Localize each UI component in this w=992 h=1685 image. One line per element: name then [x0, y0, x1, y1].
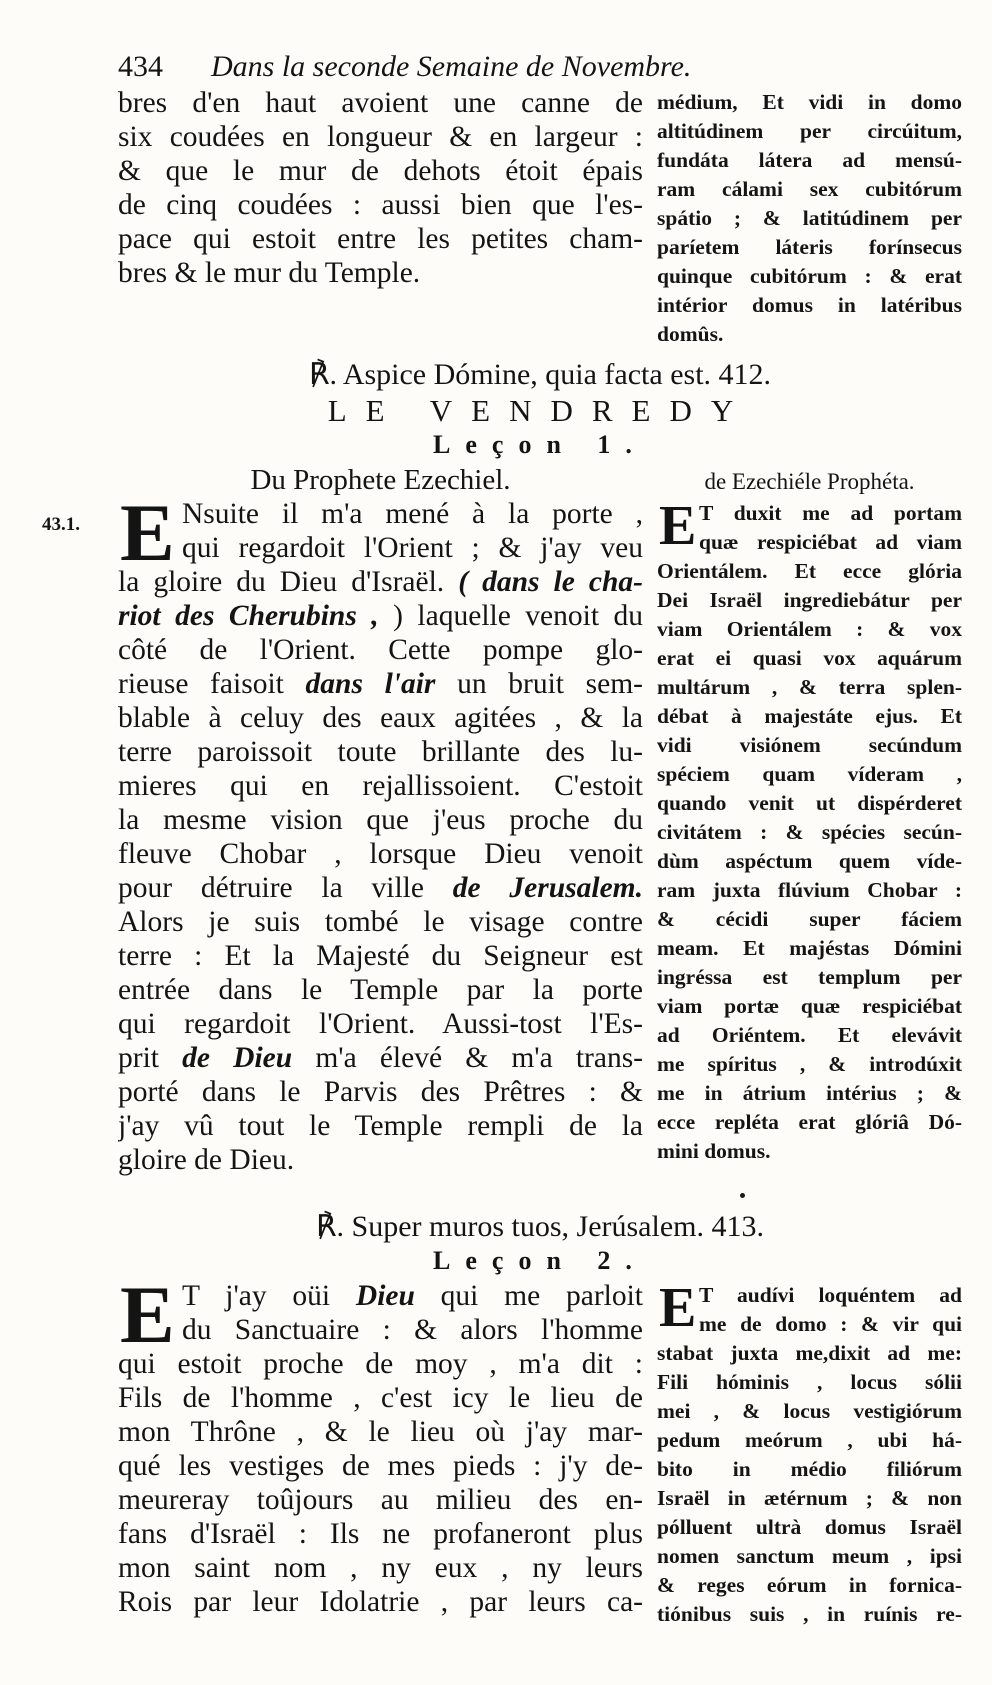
text-line: qui regardoit l'Orient. Aussi-tost l'Es-: [118, 1008, 643, 1040]
text-line: fleuve Chobar , lorsque Dieu venoit: [118, 838, 643, 870]
text-line: intérior domus in latéribus: [657, 293, 962, 317]
text-line: prit de Dieu m'a élevé & m'a trans-: [118, 1042, 643, 1074]
text-line: mieres qui en rejallissoient. C'estoit: [118, 770, 643, 802]
text-line: terre : Et la Majesté du Seigneur est: [118, 940, 643, 972]
text-line: tiónibus suis , in ruínis re-: [657, 1602, 962, 1626]
lesson-2-latin-column: [657, 1277, 962, 1629]
text-line: j'ay vû tout le Temple rempli de la: [118, 1110, 643, 1142]
day-title: LE VENDREDY: [327, 393, 753, 428]
text-line: T j'ay oüi Dieu qui me parloit: [182, 1280, 643, 1312]
drop-cap: E: [659, 495, 697, 557]
text-line: nomen sanctum meum , ipsi: [657, 1544, 962, 1568]
text-line: Israël in ætérnum ; & non: [657, 1486, 962, 1510]
text-line: vidi visiónem secúndum: [657, 733, 962, 757]
text-line: viam portæ quæ respiciébat: [657, 994, 962, 1018]
drop-cap: E: [120, 487, 175, 578]
text-line: paríetem láteris forínsecus: [657, 235, 962, 259]
text-line: viam Orientálem : & vox: [657, 617, 962, 641]
text-line: qui estoit proche de moy , m'a dit :: [118, 1348, 643, 1380]
text-line: entrée dans le Temple par la porte: [118, 974, 643, 1006]
drop-cap: E: [659, 1277, 697, 1339]
text-line: stabat juxta me,dixit ad me:: [657, 1341, 962, 1365]
text-line: T audívi loquéntem ad: [699, 1283, 962, 1307]
text-line: spátio ; & latitúdinem per: [657, 206, 962, 230]
text-line: fundáta látera ad mensú-: [657, 148, 962, 172]
ornament-dot: [740, 1193, 745, 1198]
text-line: T duxit me ad portam: [699, 501, 962, 525]
text-line: fans d'Israël : Ils ne profaneront plus: [118, 1518, 643, 1550]
text-line: riot des Cherubins , ) laquelle venoit du: [118, 600, 643, 632]
running-title: Dans la seconde Semaine de Novembre.: [211, 50, 692, 83]
text-line: Fili hóminis , locus sólii: [657, 1370, 962, 1394]
text-line: dùm aspéctum quem víde-: [657, 849, 962, 873]
text-line: erat ei quasi vox aquárum: [657, 646, 962, 670]
lesson-1-source-latin: de Ezechiéle Prophéta.: [704, 469, 915, 494]
text-line: spéciem quam víderam ,: [657, 762, 962, 786]
lesson-2-french-column: [118, 1269, 643, 1619]
text-line: terre paroissoit toute brillante des lu-: [118, 736, 643, 768]
text-line: gloire de Dieu.: [118, 1144, 295, 1176]
text-line: Dei Israël ingrediebátur per: [657, 588, 962, 612]
text-line: me in átrium intérius ; &: [657, 1081, 962, 1105]
text-line: altitúdinem per circúitum,: [657, 119, 962, 143]
text-line: me de domo : & vir qui: [699, 1312, 962, 1336]
text-line: pour détruire la ville de Jerusalem.: [118, 872, 643, 904]
text-line: porté dans le Parvis des Prêtres : &: [118, 1076, 643, 1108]
text-line: qué les vestiges de mes pieds : j'y de-: [118, 1450, 643, 1482]
text-line: la gloire du Dieu d'Israël. ( dans le cha-: [118, 566, 643, 598]
text-line: ram cálami sex cubitórum: [657, 177, 962, 201]
text-line: Fils de l'homme , c'est icy le lieu de: [118, 1382, 643, 1414]
text-line: domûs.: [657, 322, 724, 346]
text-line: Rois par leur Idolatrie , par leurs ca-: [118, 1586, 643, 1618]
text-line: mon saint nom , ny eux , ny leurs: [118, 1552, 643, 1584]
lesson-1-heading: Leçon 1.: [433, 430, 647, 459]
page-number: 434: [118, 50, 163, 83]
text-line: quæ respiciébat ad viam: [699, 530, 962, 554]
top-latin-column: [657, 88, 962, 349]
text-line: débat à majestáte ejus. Et: [657, 704, 962, 728]
text-line: & que le mur de dehots étoit épais: [118, 155, 643, 187]
lesson-1-source-french: Du Prophete Ezechiel.: [250, 464, 511, 496]
text-line: ecce repléta erat glóriâ Dó-: [657, 1110, 962, 1134]
text-line: me spíritus , & introdúxit: [657, 1052, 962, 1076]
text-line: civitátem : & spécies secún-: [657, 820, 962, 844]
top-french-column: [118, 86, 643, 290]
text-line: ram juxta flúvium Chobar :: [657, 878, 962, 902]
text-line: mei , & locus vestigiórum: [657, 1399, 962, 1423]
text-line: quinque cubitórum : & erat: [657, 264, 962, 288]
text-line: Orientálem. Et ecce glória: [657, 559, 962, 583]
text-line: côté de l'Orient. Cette pompe glo-: [118, 634, 643, 666]
text-line: médium, Et vidi in domo: [657, 90, 962, 114]
text-line: bres & le mur du Temple.: [118, 257, 421, 289]
text-line: bres d'en haut avoient une canne de: [118, 87, 643, 119]
text-line: six coudées en longueur & en largeur :: [118, 121, 643, 153]
drop-cap: E: [120, 1269, 175, 1360]
text-line: multárum , & terra splen-: [657, 675, 962, 699]
text-line: Nsuite il m'a mené à la porte ,: [182, 498, 643, 530]
responsory-1: ℟. Aspice Dómine, quia facta est. 412.: [308, 358, 772, 391]
text-line: pedum meórum , ubi há-: [657, 1428, 962, 1452]
text-line: de cinq coudées : aussi bien que l'es-: [118, 189, 643, 221]
text-line: du Sanctuaire : & alors l'homme: [182, 1314, 643, 1346]
text-line: mini domus.: [657, 1139, 771, 1163]
text-line: Alors je suis tombé le visage contre: [118, 906, 643, 938]
text-line: meam. Et majéstas Dómini: [657, 936, 962, 960]
text-line: ingréssa est templum per: [657, 965, 962, 989]
text-line: blable à celuy des eaux agitées , & la: [118, 702, 643, 734]
text-line: quando venit ut dispérderet: [657, 791, 962, 815]
text-line: mon Thrône , & le lieu où j'ay mar-: [118, 1416, 643, 1448]
margin-reference: 43.1.: [42, 514, 80, 535]
text-line: rieuse faisoit dans l'air un bruit sem-: [118, 668, 643, 700]
text-line: & cécidi super fáciem: [657, 907, 962, 931]
lesson-2-heading: Leçon 2.: [433, 1246, 647, 1275]
lesson-1-french-column: [118, 487, 643, 1177]
text-line: ad Oriéntem. Et elevávit: [657, 1023, 962, 1047]
text-line: pace qui estoit entre les petites cham-: [118, 223, 643, 255]
text-line: pólluent ultrà domus Israël: [657, 1515, 962, 1539]
text-line: qui regardoit l'Orient ; & j'ay veu: [182, 532, 643, 564]
responsory-2: ℟. Super muros tuos, Jerúsalem. 413.: [316, 1210, 764, 1243]
text-line: meureray toûjours au milieu des en-: [118, 1484, 643, 1516]
running-header: [118, 50, 818, 84]
lesson-1-latin-column: [657, 495, 962, 1166]
text-line: & reges eórum in fornica-: [657, 1573, 962, 1597]
text-line: bito in médio filiórum: [657, 1457, 962, 1481]
text-line: la mesme vision que j'eus proche du: [118, 804, 643, 836]
